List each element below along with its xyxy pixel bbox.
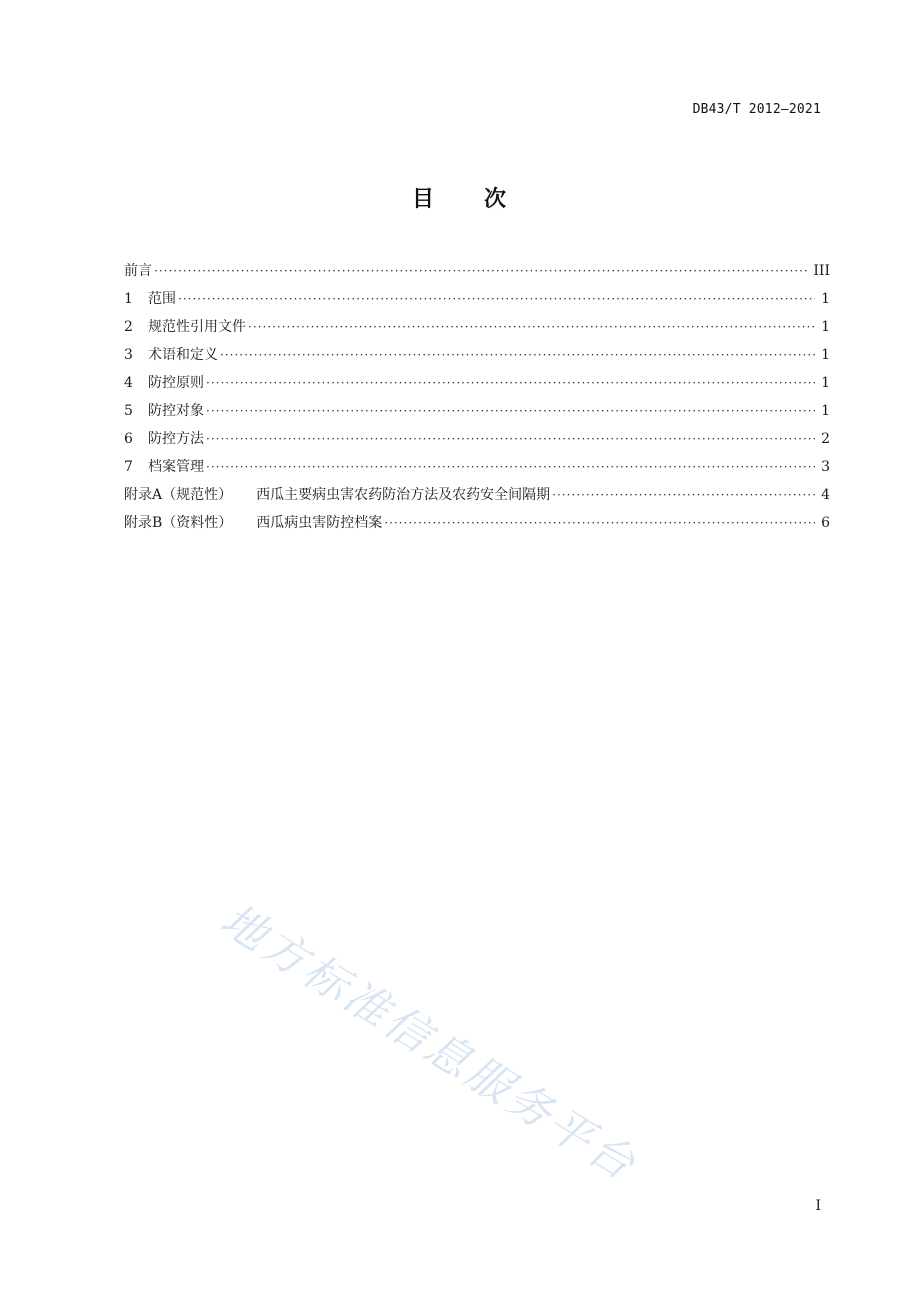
watermark: 地方标准信息服务平台 [212,894,647,1192]
toc-entry-page: 1 [821,291,830,307]
toc-entry-control-methods[interactable] [124,428,830,456]
toc-leader-dots [552,484,815,506]
toc-entry-number: 3 [124,347,133,363]
toc-entry-label: 规范性引用文件 [148,319,246,335]
toc-entry-label: 防控原则 [148,375,204,391]
toc-entry-page: 1 [821,375,830,391]
toc-entry-foreword[interactable] [124,260,830,288]
page-title [0,182,920,213]
toc-leader-dots [154,260,810,282]
toc-entry-page: 3 [821,459,830,475]
toc-leader-dots [248,316,815,338]
toc-appendix-name: 西瓜病虫害防控档案 [256,515,383,531]
toc-entry-appendix-b[interactable] [124,512,830,540]
title-char-2: 次 [484,187,509,212]
toc-entry-page: 1 [821,319,830,335]
toc-entry-control-principles[interactable] [124,372,830,400]
toc-entry-label: 术语和定义 [148,347,218,363]
toc-entry-label: 范围 [148,291,176,307]
toc-entry-normative-references[interactable] [124,316,830,344]
toc-entry-number: 6 [124,431,133,447]
toc-entry-number: 5 [124,403,133,419]
toc-entry-label: 防控方法 [148,431,204,447]
toc-entry-label: 档案管理 [148,459,204,475]
page-number: I [815,1198,821,1214]
toc-entry-label: 防控对象 [148,403,204,419]
toc-leader-dots [206,428,815,450]
toc-leader-dots [206,456,815,478]
toc-entry-number: 7 [124,459,133,475]
title-char-1: 目 [411,187,436,212]
toc-leader-dots [220,344,815,366]
toc-entry-page: 2 [821,431,830,447]
toc-entry-number: 2 [124,319,133,335]
document-code: DB43/T 2012—2021 [692,102,821,117]
toc-leader-dots [206,372,815,394]
toc-entry-page: 1 [821,403,830,419]
toc-entry-control-objects[interactable] [124,400,830,428]
toc-leader-dots [384,512,815,534]
toc-entry-scope[interactable] [124,288,830,316]
toc-leader-dots [206,400,815,422]
toc-appendix-label: 附录B（资料性） [124,515,233,531]
toc-entry-page: 4 [821,487,830,503]
toc-entry-page: III [813,263,830,279]
toc-entry-page: 6 [821,515,830,531]
toc-entry-page: 1 [821,347,830,363]
toc-entry-number: 1 [124,291,133,307]
toc-appendix-name: 西瓜主要病虫害农药防治方法及农药安全间隔期 [256,487,551,503]
toc-appendix-label: 附录A（规范性） [124,487,233,503]
toc-entry-label: 前言 [124,263,152,279]
table-of-contents [124,260,830,540]
toc-entry-appendix-a[interactable] [124,484,830,512]
toc-leader-dots [178,288,815,310]
toc-entry-terms-definitions[interactable] [124,344,830,372]
toc-entry-records-management[interactable] [124,456,830,484]
toc-entry-number: 4 [124,375,133,391]
